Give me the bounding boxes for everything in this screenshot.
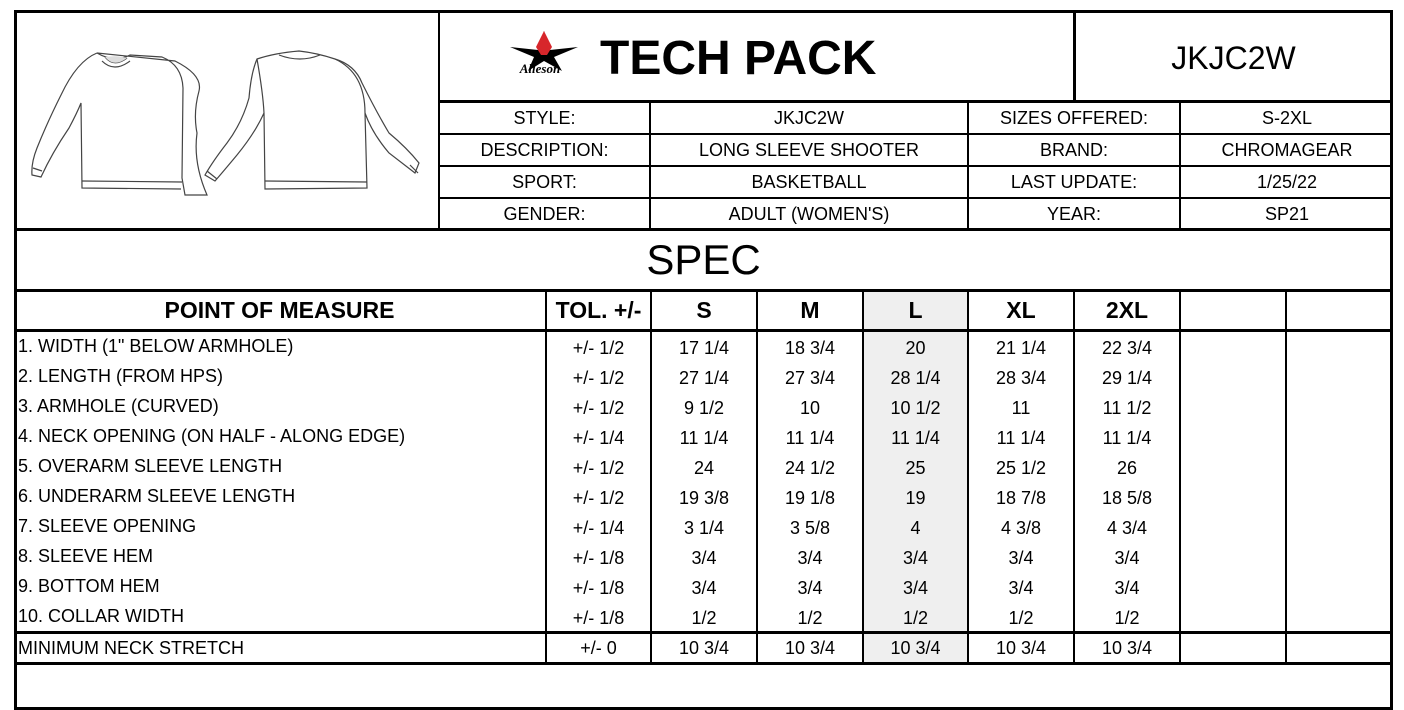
spec-row-10-pom: 10. COLLAR WIDTH bbox=[18, 605, 185, 626]
back-view-shirt bbox=[205, 51, 419, 189]
column-header-1: POINT OF MEASURE bbox=[164, 297, 395, 323]
info-label-3: SPORT: bbox=[512, 171, 577, 192]
spec-row-2-s: 27 1/4 bbox=[678, 367, 730, 388]
spec-row-3-xxl: 11 1/2 bbox=[1102, 397, 1152, 418]
spec-row-7-m: 3 5/8 bbox=[789, 517, 831, 538]
spec-row-6-pom: 6. UNDERARM SLEEVE LENGTH bbox=[18, 485, 296, 506]
spec-row-7-pom: 7. SLEEVE OPENING bbox=[18, 515, 197, 536]
long-sleeve-shirt-drawings bbox=[17, 13, 438, 229]
spec-row-9-m: 3/4 bbox=[797, 577, 823, 598]
column-header-7: 2XL bbox=[1105, 297, 1149, 323]
spec-row-9-pom: 9. BOTTOM HEM bbox=[18, 575, 160, 596]
spec-row-5-l: 25 bbox=[905, 457, 926, 478]
spec-row-9-l: 3/4 bbox=[902, 577, 929, 598]
spec-footer-row-pom: MINIMUM NECK STRETCH bbox=[18, 637, 244, 658]
spec-row-5-s: 24 bbox=[693, 457, 715, 478]
spec-row-7-s: 3 1/4 bbox=[683, 517, 725, 538]
spec-row-8-tol: +/- 1/8 bbox=[572, 547, 625, 568]
spec-row-7-l: 4 bbox=[910, 517, 921, 538]
spec-row-6-xxl: 18 5/8 bbox=[1101, 487, 1153, 508]
spec-row-7-xl: 4 3/8 bbox=[1000, 517, 1042, 538]
spec-row-2-xl: 28 3/4 bbox=[995, 367, 1047, 388]
spec-row-2-m: 27 3/4 bbox=[784, 367, 836, 388]
spec-footer-row-tol: +/- 0 bbox=[580, 637, 617, 658]
garment-sketch bbox=[17, 13, 438, 229]
brand-logo-text: Alleson bbox=[519, 61, 561, 76]
spec-row-4-s: 11 1/4 bbox=[679, 427, 729, 448]
spec-row-10-l: 1/2 bbox=[902, 607, 929, 628]
spec-row-5-pom: 5. OVERARM SLEEVE LENGTH bbox=[18, 455, 283, 476]
spec-row-1-l: 20 bbox=[905, 337, 926, 358]
spec-row-5-tol: +/- 1/2 bbox=[572, 457, 625, 478]
spec-row-1-pom: 1. WIDTH (1" BELOW ARMHOLE) bbox=[18, 335, 294, 356]
spec-row-4-pom: 4. NECK OPENING (ON HALF - ALONG EDGE) bbox=[18, 425, 406, 446]
spec-row-3-tol: +/- 1/2 bbox=[572, 397, 625, 418]
spec-row-1-xxl: 22 3/4 bbox=[1101, 337, 1153, 358]
info-label-4: GENDER: bbox=[503, 203, 586, 224]
column-header-9 bbox=[1287, 292, 1393, 329]
spec-row-5-xxl: 26 bbox=[1116, 457, 1138, 478]
spec-row-3-m: 10 bbox=[799, 397, 821, 418]
spec-row-9-xl: 3/4 bbox=[1008, 577, 1034, 598]
spec-row-6-tol: +/- 1/2 bbox=[572, 487, 625, 508]
spec-row-8-l: 3/4 bbox=[902, 547, 929, 568]
info-value-1: S-2XL bbox=[1261, 107, 1313, 128]
spec-row-10-s: 1/2 bbox=[691, 607, 717, 628]
info-label-4: YEAR: bbox=[1046, 203, 1102, 224]
spec-row-2-pom: 2. LENGTH (FROM HPS) bbox=[18, 365, 224, 386]
spec-row-4-l: 11 1/4 bbox=[891, 427, 940, 448]
spec-footer-row-s: 10 3/4 bbox=[678, 637, 730, 658]
spec-footer-row-xl: 10 3/4 bbox=[995, 637, 1047, 658]
spec-row-5-m: 24 1/2 bbox=[784, 457, 836, 478]
spec-row-9-xxl: 3/4 bbox=[1114, 577, 1140, 598]
spec-footer-row-l: 10 3/4 bbox=[890, 637, 941, 658]
spec-row-10-m: 1/2 bbox=[797, 607, 823, 628]
spec-row-9-tol: +/- 1/8 bbox=[572, 577, 625, 598]
spec-row-7-xxl: 4 3/4 bbox=[1106, 517, 1148, 538]
spec-row-8-m: 3/4 bbox=[797, 547, 823, 568]
spec-row-3-l: 10 1/2 bbox=[890, 397, 941, 418]
info-value-4: ADULT (WOMEN'S) bbox=[728, 203, 890, 224]
spec-footer-row-m: 10 3/4 bbox=[784, 637, 836, 658]
info-value-3: BASKETBALL bbox=[751, 171, 867, 192]
info-value-4: SP21 bbox=[1264, 203, 1310, 224]
spec-row-10-xxl: 1/2 bbox=[1114, 607, 1140, 628]
info-label-2: BRAND: bbox=[1039, 139, 1108, 160]
spec-row-1-s: 17 1/4 bbox=[678, 337, 730, 358]
spec-row-1-xl: 21 1/4 bbox=[995, 337, 1047, 358]
spec-row-4-xl: 11 1/4 bbox=[996, 427, 1046, 448]
column-header-2: TOL. +/- bbox=[555, 297, 642, 323]
spec-row-6-m: 19 1/8 bbox=[784, 487, 836, 508]
spec-row-9-s: 3/4 bbox=[691, 577, 717, 598]
info-label-2: DESCRIPTION: bbox=[480, 139, 609, 160]
column-header-5: L bbox=[908, 297, 923, 323]
column-header-4: M bbox=[800, 297, 820, 323]
spec-row-4-xxl: 11 1/4 bbox=[1102, 427, 1152, 448]
spec-row-6-s: 19 3/8 bbox=[678, 487, 730, 508]
spec-row-5-xl: 25 1/2 bbox=[995, 457, 1047, 478]
spec-row-7-tol: +/- 1/4 bbox=[572, 517, 625, 538]
spec-row-1-m: 18 3/4 bbox=[784, 337, 836, 358]
info-label-1: STYLE: bbox=[513, 107, 576, 128]
info-label-1: SIZES OFFERED: bbox=[999, 107, 1149, 128]
column-header-8 bbox=[1181, 292, 1285, 329]
spec-row-3-xl: 11 bbox=[1011, 397, 1031, 418]
spec-row-6-l: 19 bbox=[905, 487, 926, 508]
column-header-3: S bbox=[696, 297, 712, 323]
spec-row-8-s: 3/4 bbox=[691, 547, 717, 568]
spec-row-8-pom: 8. SLEEVE HEM bbox=[18, 545, 154, 566]
spec-row-1-tol: +/- 1/2 bbox=[572, 337, 625, 358]
info-value-2: CHROMAGEAR bbox=[1221, 139, 1353, 160]
info-value-3: 1/25/22 bbox=[1256, 171, 1318, 192]
spec-title: SPEC bbox=[646, 236, 761, 283]
spec-row-2-xxl: 29 1/4 bbox=[1101, 367, 1153, 388]
spec-row-3-s: 9 1/2 bbox=[683, 397, 725, 418]
spec-row-10-xl: 1/2 bbox=[1008, 607, 1034, 628]
brand-logo bbox=[500, 25, 580, 81]
spec-row-6-xl: 18 7/8 bbox=[995, 487, 1047, 508]
spec-row-4-tol: +/- 1/4 bbox=[572, 427, 625, 448]
info-label-3: LAST UPDATE: bbox=[1010, 171, 1138, 192]
column-header-6: XL bbox=[1006, 297, 1036, 323]
spec-footer-row-xxl: 10 3/4 bbox=[1101, 637, 1153, 658]
spec-row-3-pom: 3. ARMHOLE (CURVED) bbox=[18, 395, 219, 416]
spec-row-4-m: 11 1/4 bbox=[785, 427, 835, 448]
spec-row-8-xxl: 3/4 bbox=[1114, 547, 1140, 568]
spec-row-8-xl: 3/4 bbox=[1008, 547, 1034, 568]
info-value-1: JKJC2W bbox=[773, 107, 844, 128]
spec-row-2-l: 28 1/4 bbox=[890, 367, 941, 388]
front-neck-opening bbox=[105, 56, 127, 63]
spec-row-10-tol: +/- 1/8 bbox=[572, 607, 625, 628]
front-view-shirt bbox=[32, 53, 207, 195]
spec-row-2-tol: +/- 1/2 bbox=[572, 367, 625, 388]
page-title: TECH PACK bbox=[600, 31, 877, 85]
style-code-header: JKJC2W bbox=[1171, 39, 1296, 76]
info-value-2: LONG SLEEVE SHOOTER bbox=[698, 139, 920, 160]
